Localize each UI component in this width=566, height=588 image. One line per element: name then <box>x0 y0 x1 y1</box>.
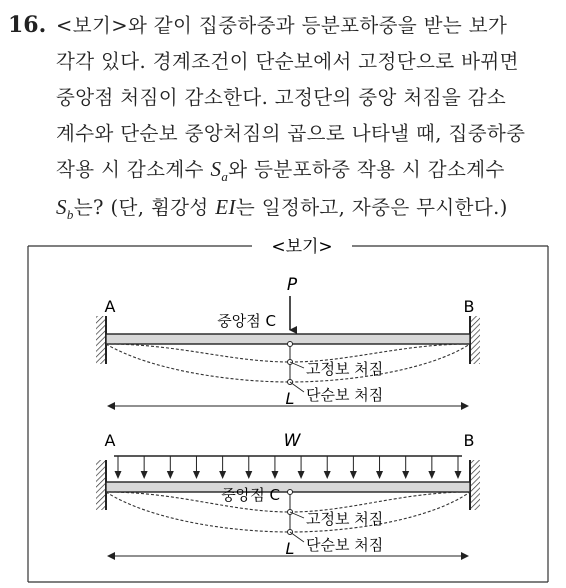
udl-arrow-head <box>167 471 174 479</box>
beam2-midpoint-label: 중앙점 C <box>221 486 280 504</box>
beam1-load-p-label: P <box>286 275 298 295</box>
beam2-fixed-leader <box>290 512 304 518</box>
udl-arrow-head <box>271 471 278 479</box>
udl-arrow-head <box>245 471 252 479</box>
factor-sb-symbol: S <box>56 195 67 219</box>
question-line-6-mid: 는? (단, 휨강성 <box>73 196 216 219</box>
udl-arrow-head <box>350 471 357 479</box>
beam2-support-b-label: B <box>463 431 475 450</box>
beam2-simple-deflection-label: 단순보 처짐 <box>306 536 384 554</box>
beam2-support-a-label: A <box>104 431 116 450</box>
udl-arrow-head <box>428 471 435 479</box>
beam1-span-label: L <box>285 389 295 408</box>
question-line-1: <보기>와 같이 집중하중과 등분포하중을 받는 보가 <box>56 14 508 37</box>
beam2-fixed-deflection-label: 고정보 처짐 <box>306 510 384 528</box>
beam2-fixed-support-right <box>470 460 480 510</box>
factor-sa-subscript: a <box>221 168 229 184</box>
question-line-3: 중앙점 처짐이 감소한다. 고정단의 중앙 처짐을 감소 <box>56 86 507 109</box>
beam1-fixed-deflection-label: 고정보 처짐 <box>306 360 384 378</box>
beam2-fixed-support-left <box>96 460 106 510</box>
beam2-load-w-label: W <box>283 431 301 451</box>
beam1-simple-deflection-label: 단순보 처짐 <box>306 386 384 404</box>
udl-arrow-head <box>298 471 305 479</box>
question-line-4: 계수와 단순보 중앙처짐의 곱으로 나타낼 때, 집중하중 <box>56 122 526 145</box>
beam2-point-c-marker <box>288 490 293 495</box>
beam1-fixed-deflection-curve <box>106 344 470 362</box>
flexural-rigidity-symbol: EI <box>215 195 236 219</box>
question-line-5-post: 와 등분포하중 작용 시 감소계수 <box>228 158 505 181</box>
beam2-fixed-deflection-curve <box>106 492 470 512</box>
beam1-fixed-support-left <box>96 316 106 364</box>
beam1-fixed-leader <box>290 362 304 368</box>
beam1-support-b-label: B <box>463 297 475 316</box>
figure-title: <보기> <box>271 237 333 257</box>
beam1-midpoint-label: 중앙점 C <box>217 312 276 330</box>
question-number: 16. <box>8 12 47 38</box>
udl-arrow-head <box>402 471 409 479</box>
udl-arrow-head <box>193 471 200 479</box>
question-line-2: 각각 있다. 경계조건이 단순보에서 고정단으로 바뀌면 <box>56 50 519 73</box>
beam1-point-c-marker <box>288 342 293 347</box>
beam2-distributed-load-arrows <box>115 456 462 479</box>
beam1-support-a-label: A <box>104 297 116 316</box>
udl-arrow-head <box>324 471 331 479</box>
udl-arrow-head <box>141 471 148 479</box>
beam2-span-label: L <box>285 539 295 558</box>
factor-sa-symbol: S <box>210 157 222 181</box>
beam2 <box>96 431 480 558</box>
beam1-fixed-support-right <box>470 316 480 364</box>
question-line-5-pre: 작용 시 감소계수 <box>56 158 211 181</box>
udl-arrow-head <box>115 471 122 479</box>
question-line-6-post: 는 일정하고, 자중은 무시한다.) <box>235 196 508 219</box>
beam1 <box>96 275 480 408</box>
udl-arrow-head <box>376 471 383 479</box>
factor-sb-subscript: b <box>66 206 74 222</box>
udl-arrow-head <box>455 471 462 479</box>
udl-arrow-head <box>219 471 226 479</box>
